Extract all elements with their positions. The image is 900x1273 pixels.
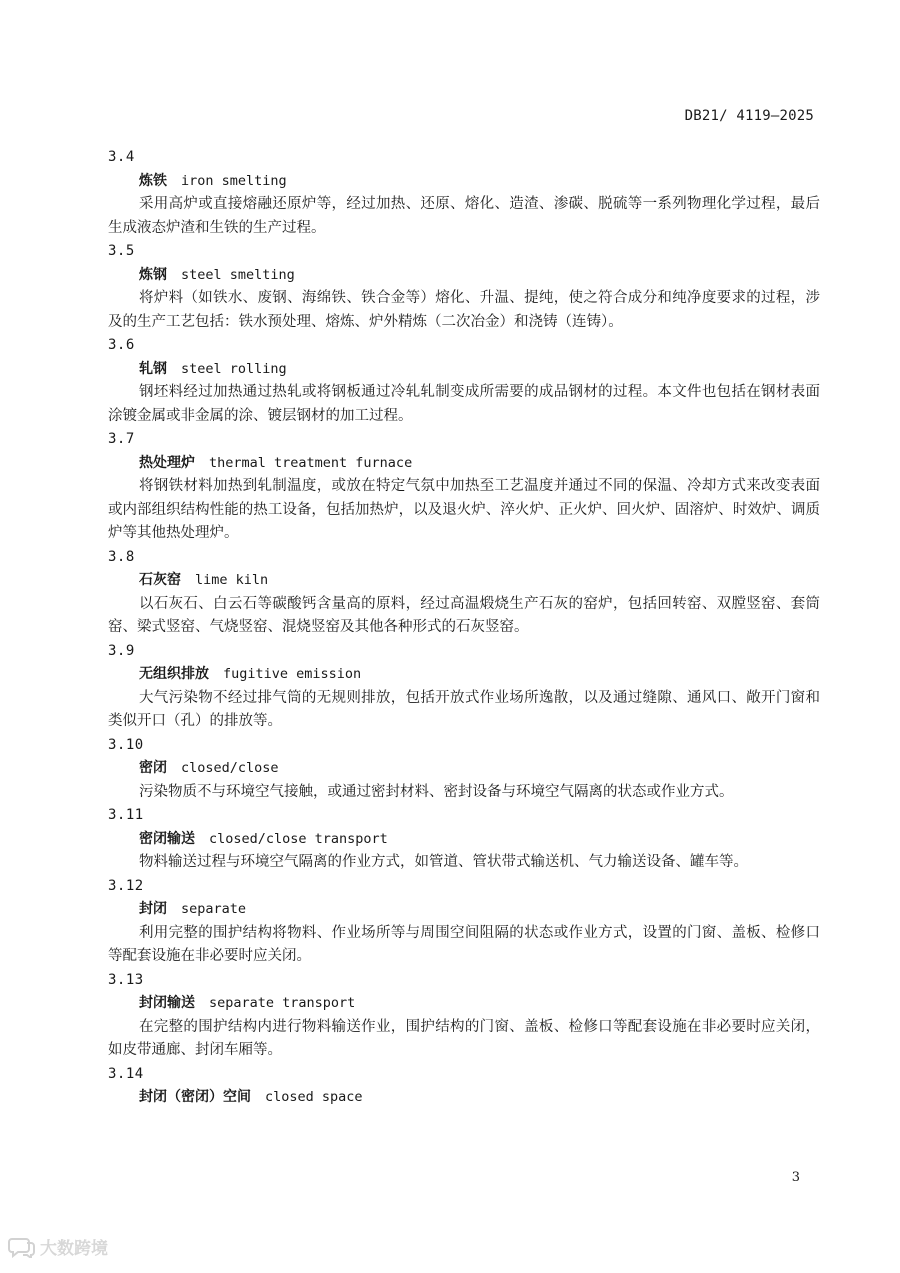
term-heading [108, 264, 820, 288]
term-entry-3-10 [108, 734, 820, 805]
term-entry-3-9 [108, 640, 820, 734]
term-chinese: 无组织排放 [139, 666, 209, 682]
term-definition: 钢坯料经过加热通过热轧或将钢板通过冷轧轧制变成所需要的成品钢材的过程。本文件也包括在钢材表面涂镀金属或非金属的涂、镀层钢材的加工过程。 [108, 384, 820, 424]
term-english: steel smelting [181, 266, 295, 283]
term-chinese: 封闭（密闭）空间 [139, 1089, 251, 1105]
watermark-text: 大数跨境 [40, 1239, 108, 1259]
clause-number: 3.14 [108, 1065, 144, 1082]
clause-number: 3.4 [108, 149, 135, 165]
term-heading [108, 452, 820, 476]
term-chinese: 炼铁 [139, 172, 167, 189]
clause-number: 3.12 [108, 877, 144, 894]
clause-number: 3.10 [108, 736, 144, 753]
term-definition: 污染物质不与环境空气接触，或通过密封材料、密封设备与环境空气隔离的状态或作业方式。 [139, 783, 734, 800]
term-heading [108, 569, 820, 593]
term-entry-3-4 [108, 146, 820, 240]
term-entry-3-7 [108, 428, 820, 546]
term-entry-3-12 [108, 875, 820, 969]
term-heading [108, 358, 820, 382]
term-english: thermal treatment furnace [209, 454, 413, 471]
clause-number: 3.5 [108, 243, 135, 259]
term-entry-3-5 [108, 240, 820, 334]
term-heading [108, 898, 820, 922]
term-chinese: 炼钢 [139, 266, 167, 283]
term-chinese: 封闭输送 [139, 995, 195, 1011]
terms-list [108, 146, 820, 1110]
term-entry-3-8 [108, 546, 820, 640]
term-heading [108, 1086, 820, 1110]
term-definition: 物料输送过程与环境空气隔离的作业方式，如管道、管状带式输送机、气力输送设备、罐车等。 [139, 854, 748, 870]
term-heading [108, 992, 820, 1016]
term-definition: 采用高炉或直接熔融还原炉等，经过加热、还原、熔化、造渣、渗碳、脱硫等一系列物理化学过程，最后生成液态炉渣和生铁的生产过程。 [108, 196, 820, 236]
term-heading [108, 663, 820, 687]
term-definition: 以石灰石、白云石等碳酸钙含量高的原料，经过高温煅烧生产石灰的窑炉，包括回转窑、双膛竖窑、套筒窑、梁式竖窑、气烧竖窑、混烧竖窑及其他各种形式的石灰竖窑。 [108, 595, 820, 635]
page-number: 3 [791, 1170, 800, 1185]
term-english: fugitive emission [223, 666, 362, 682]
term-heading [108, 757, 820, 781]
term-heading [108, 170, 820, 194]
chat-bubble-logo-icon [8, 1236, 36, 1258]
term-entry-3-11 [108, 804, 820, 875]
clause-number: 3.9 [108, 642, 135, 659]
term-definition: 将炉料（如铁水、废钢、海绵铁、铁合金等）熔化、升温、提纯，使之符合成分和纯净度要求的过程，涉及的生产工艺包括：铁水预处理、熔炼、炉外精炼（二次冶金）和浇铸（连铸）。 [108, 290, 820, 330]
term-chinese: 密闭输送 [139, 830, 195, 847]
term-definition: 利用完整的围护结构将物料、作业场所等与周围空间阻隔的状态或作业方式，设置的门窗、盖板、检修口等配套设施在非必要时应关闭。 [108, 924, 820, 964]
clause-number: 3.13 [108, 971, 144, 988]
term-english: steel rolling [181, 360, 287, 377]
term-entry-3-6 [108, 334, 820, 428]
watermark [8, 1234, 108, 1259]
term-heading [108, 828, 820, 852]
clause-number: 3.7 [108, 431, 135, 447]
term-english: iron smelting [181, 172, 287, 189]
term-english: lime kiln [195, 572, 269, 588]
term-chinese: 石灰窑 [139, 572, 181, 588]
clause-number: 3.6 [108, 337, 135, 353]
clause-number: 3.8 [108, 548, 135, 565]
term-chinese: 轧钢 [139, 360, 167, 377]
term-english: closed space [265, 1089, 363, 1105]
term-chinese: 密闭 [139, 760, 167, 776]
term-definition: 大气污染物不经过排气筒的无规则排放，包括开放式作业场所逸散，以及通过缝隙、通风口、敞开门窗和类似开口（孔）的排放等。 [108, 689, 820, 729]
term-definition: 将钢铁材料加热到轧制温度，或放在特定气氛中加热至工艺温度并通过不同的保温、冷却方式来改变表面或内部组织结构性能的热工设备，包括加热炉，以及退火炉、淬火炉、正火炉、回火炉、固溶炉、时效炉、调质炉等其他热处理炉。 [108, 478, 820, 541]
term-chinese: 热处理炉 [139, 454, 195, 471]
term-definition: 在完整的围护结构内进行物料输送作业，围护结构的门窗、盖板、检修口等配套设施在非必要时应关闭，如皮带通廊、封闭车厢等。 [108, 1018, 820, 1058]
document-code: DB21/ 4119—2025 [684, 108, 814, 124]
term-entry-3-13 [108, 969, 820, 1063]
clause-number: 3.11 [108, 807, 144, 823]
term-english: closed/close [181, 760, 279, 776]
term-english: separate [181, 901, 247, 917]
term-entry-3-14 [108, 1063, 820, 1110]
term-english: closed/close transport [209, 830, 388, 847]
term-english: separate transport [209, 995, 356, 1011]
term-chinese: 封闭 [139, 901, 167, 917]
